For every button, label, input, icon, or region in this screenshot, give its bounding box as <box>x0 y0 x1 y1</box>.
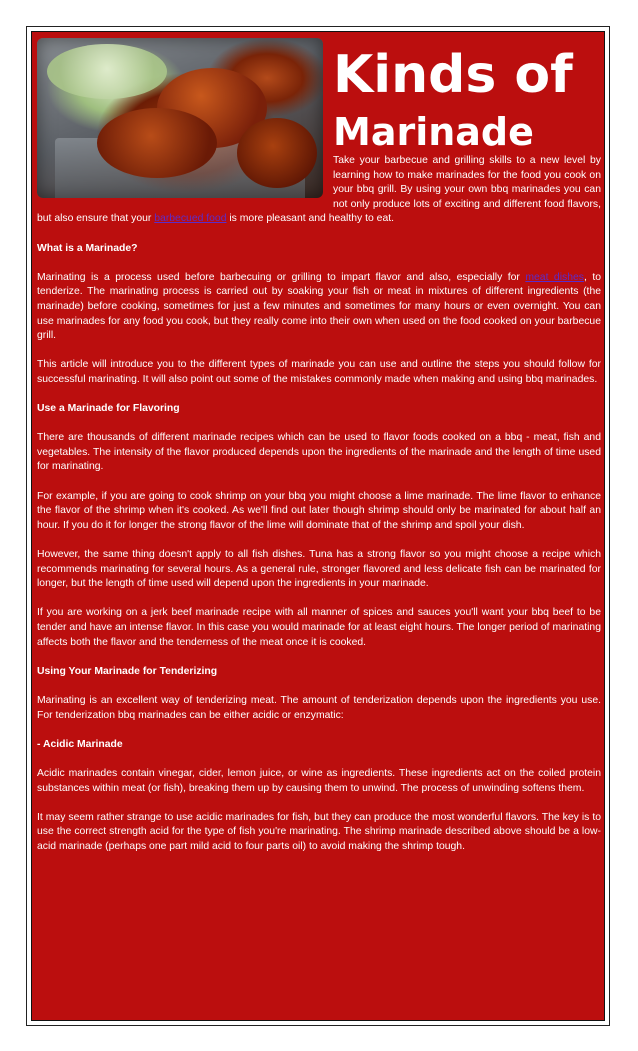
page-title-line2: Marinade <box>333 110 534 154</box>
page-title-line1: Kinds of <box>333 45 573 105</box>
barbecued-chicken-image <box>37 38 323 198</box>
flavor-paragraph: There are thousands of different marinade recipes which can be used to flavor foods cooked on a bbq - meat, fish and vegetables. The intensity of the flavor produced depends upon the ingredients of the marinade and the length of time used for marinating. <box>37 432 601 473</box>
heading-what-is-marinade: What is a Marinade? <box>37 242 138 254</box>
barbecued-food-link[interactable]: barbecued food <box>154 213 227 225</box>
heading-acidic-marinade: - Acidic Marinade <box>37 738 123 750</box>
intro-text-a: Take your barbecue and grilling skills to a new level by learning how to make marinades for the food you cook on your bbq grill. By using your own bbq marinades you can not only produce lots of exciting and different food flavors, but also ensure that your <box>37 155 601 225</box>
article-content <box>37 38 601 869</box>
jerk-paragraph: If you are working on a jerk beef marinade recipe with all manner of spices and sauces you'll want your bbq beef to be tender and have an intense flavor. In this case you would marinade for at least eight hours. The longer period of marinating affects both the flavor and the tenderness of the meat once it is cooked. <box>37 607 601 648</box>
chicken-piece <box>97 108 217 178</box>
chicken-piece <box>237 118 317 188</box>
what-text-b: , to tenderize. The marinating process is carried out by soaking your fish or meat in mixtures of different ingredients (the marinade) before cooking, sometimes for just a few minutes and sometimes for many hours or even overnight. You can use marinades for any food you cook, but they really come into their own when used on the food cooked on your barbecue grill. <box>37 271 601 342</box>
shrimp-paragraph: For example, if you are going to cook shrimp on your bbq you might choose a lime marinade. The lime flavor to enhance the flavor of the shrimp when it's cooked. As we'll find out later though shrimp should only be marinated for about half an hour. If you do it for longer the strong flavor of the lime will dominate that of the shrimp and spoil your dish. <box>37 490 601 531</box>
what-paragraph <box>37 271 601 344</box>
intro-text-b: is more pleasant and healthy to eat. <box>226 213 394 225</box>
what-text-a: Marinating is a process used before barbecuing or grilling to impart flavor and also, especially for <box>37 271 526 283</box>
heading-tenderizing: Using Your Marinade for Tenderizing <box>37 665 218 677</box>
tuna-paragraph: However, the same thing doesn't apply to all fish dishes. Tuna has a strong flavor so you might choose a recipe which recommends marinating for several hours. As a general rule, stronger flavored and less delicate fish can be marinated for longer, but the length of time used will depend upon the ingredients in your marinade. <box>37 549 601 590</box>
heading-flavoring: Use a Marinade for Flavoring <box>37 403 180 415</box>
article-paragraph: This article will introduce you to the different types of marinade you can use and outline the steps you should follow for successful marinating. It will also point out some of the mistakes commonly made when making and using bbq marinades. <box>37 359 601 385</box>
acidic-paragraph: Acidic marinades contain vinegar, cider, lemon juice, or wine as ingredients. These ingredients act on the coiled protein substances within meat (or fish), breaking them up by causing them to unwind. The process of unwinding softens them. <box>37 767 601 794</box>
tender-paragraph: Marinating is an excellent way of tenderizing meat. The amount of tenderization depends upon the ingredients you use. For tenderization bbq marinades can be either acidic or enzymatic: <box>37 694 601 721</box>
meat-dishes-link[interactable]: meat dishes <box>525 271 584 283</box>
salad-greens <box>47 44 167 99</box>
fish-paragraph: It may seem rather strange to use acidic marinades for fish, but they can produce the most wonderful flavors. The key is to use the correct strength acid for the type of fish you're marinating. The shrimp marinade described above should be a low-acid marinade (perhaps one part mild acid to four parts oil) to avoid making the shrimp tough. <box>37 811 601 852</box>
